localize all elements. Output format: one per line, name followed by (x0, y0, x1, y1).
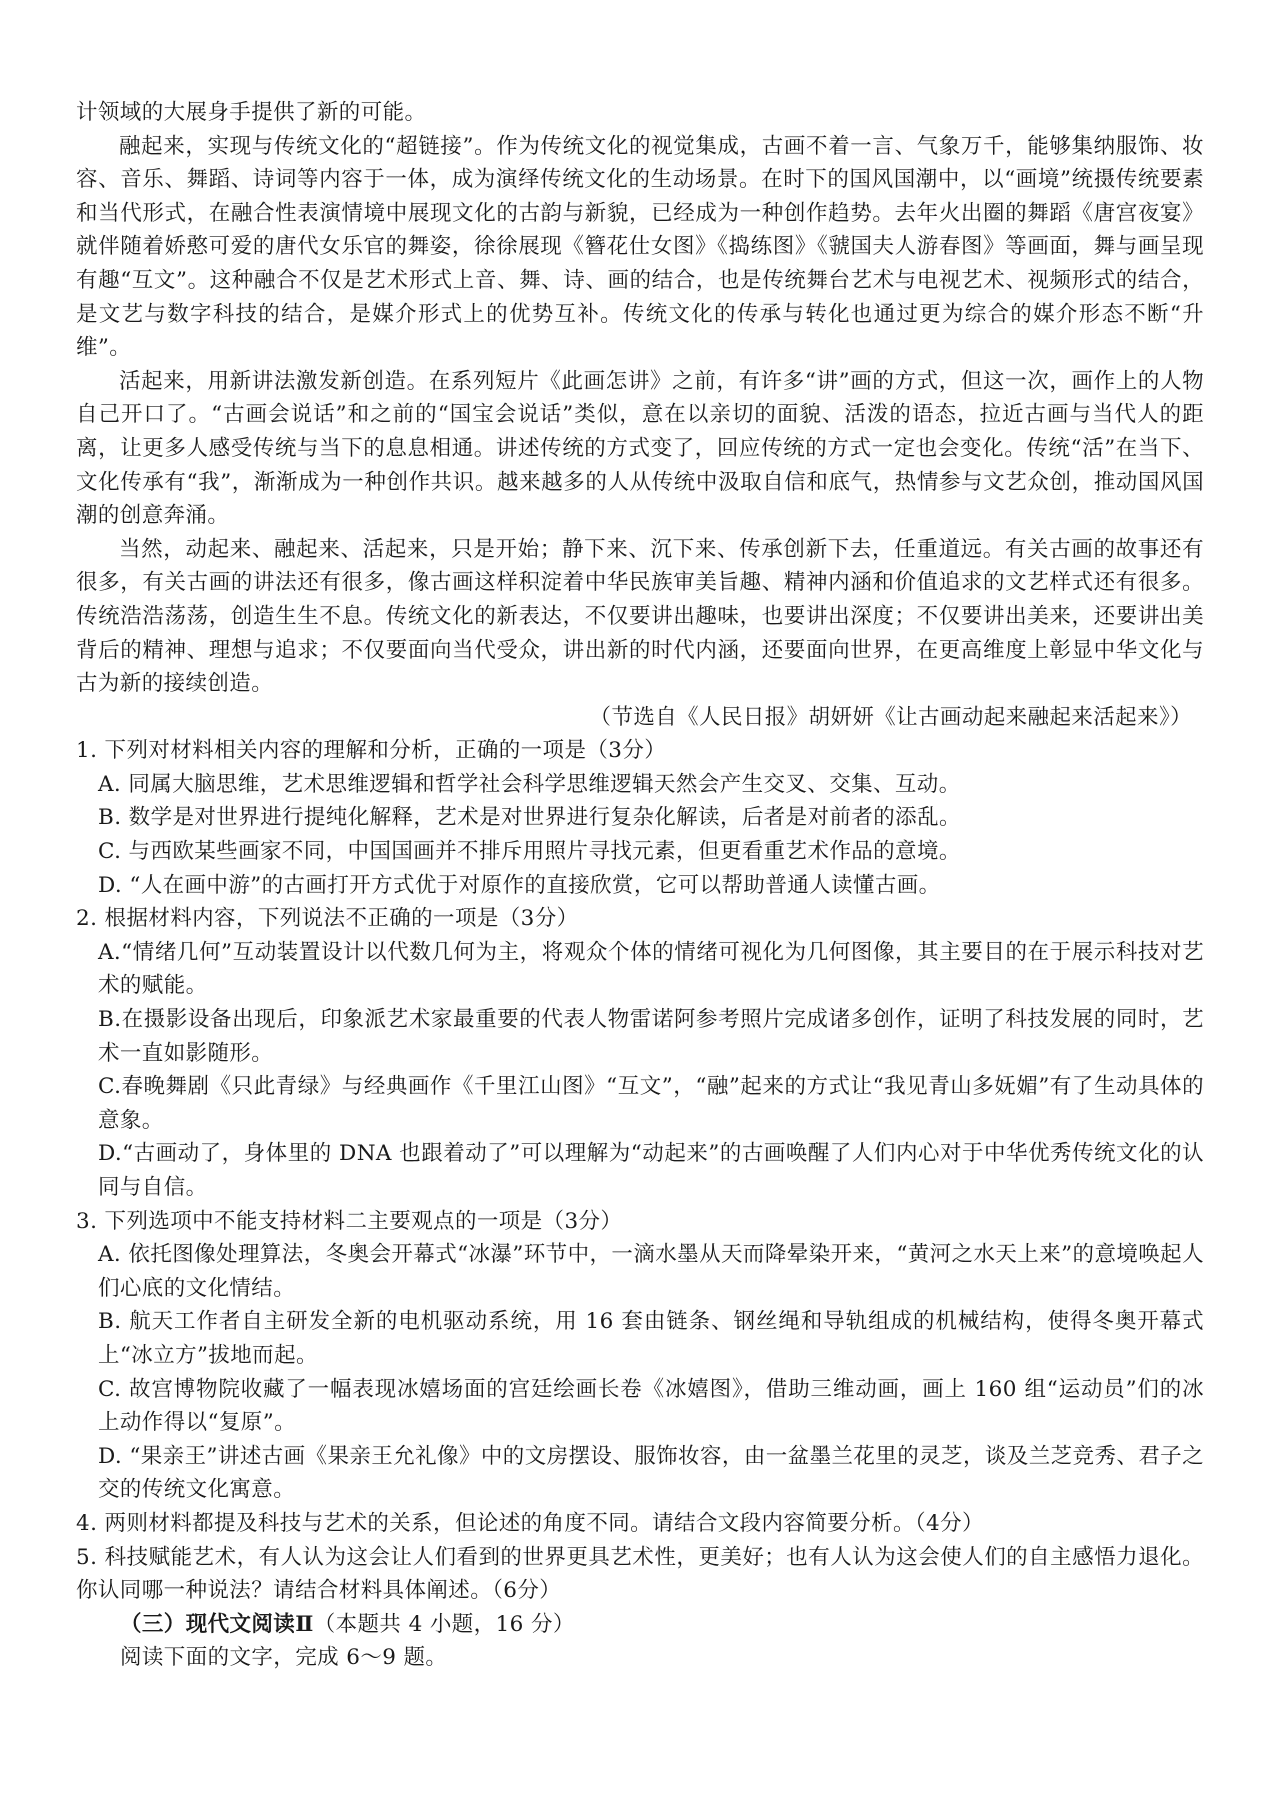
question-2-option-a: A.“情绪几何”互动装置设计以代数几何为主，将观众个体的情绪可视化为几何图像，其主要目的在于展示科技对艺术的赋能。 (98, 939, 1204, 999)
passage-paragraph-0: 计领域的大展身手提供了新的可能。 (76, 100, 427, 125)
question-3-stem: 3. 下列选项中不能支持材料二主要观点的一项是（3分） (76, 1208, 623, 1234)
question-1-option-d: D. “人在画中游”的古画打开方式优于对原作的直接欣赏，它可以帮助普通人读懂古画。 (98, 872, 941, 898)
question-2-option-d: D.“古画动了，身体里的 DNA 也跟着动了”可以理解为“动起来”的古画唤醒了人们内心对于中华优秀传统文化的认同与自信。 (98, 1141, 1204, 1200)
section-heading-title: （三）现代文阅读Ⅱ (120, 1611, 314, 1637)
question-1-stem: 1. 下列对材料相关内容的理解和分析，正确的一项是（3分） (76, 738, 667, 764)
passage-paragraph-1: 融起来，实现与传统文化的“超链接”。作为传统文化的视觉集成，古画不着一言、气象万千，能够集纳服饰、妆容、音乐、舞蹈、诗词等内容于一体，成为演绎传统文化的生动场景。在时下的国风国潮中，以“画境”统摄传统要素和当代形式，在融合性表演情境中展现文化的古韵与新貌，已经成为一种创作趋势。去年火出圈的舞蹈《唐宫夜宴》就伴随着娇憨可爱的唐代女乐官的舞姿，徐徐展现《簪花仕女图》《捣练图》《虢国夫人游春图》等画面，舞与画呈现有趣“互文”。这种融合不仅是艺术形式上音、舞、诗、画的结合，也是传统舞台艺术与电视艺术、视频形式的结合，是文艺与数字科技的结合，是媒介形式上的优势互补。传统文化的传承与转化也通过更为综合的媒介形态不断“升维”。 (76, 133, 1204, 361)
exam-page (76, 96, 1204, 1675)
question-2-option-b: B.在摄影设备出现后，印象派艺术家最重要的代表人物雷诺阿参考照片完成诸多创作，证明了科技发展的同时，艺术一直如影随形。 (98, 1007, 1204, 1066)
question-2-option-c: C.春晚舞剧《只此青绿》与经典画作《千里江山图》“互文”，“融”起来的方式让“我见青山多妩媚”有了生动具体的意象。 (98, 1074, 1204, 1133)
question-3-option-b: B. 航天工作者自主研发全新的电机驱动系统，用 16 套由链条、钢丝绳和导轨组成的机械结构，使得冬奥开幕式上“冰立方”拔地而起。 (98, 1309, 1204, 1368)
passage-paragraph-2: 活起来，用新讲法激发新创造。在系列短片《此画怎讲》之前，有许多“讲”画的方式，但这一次，画作上的人物自己开口了。“古画会说话”和之前的“国宝会说话”类似，意在以亲切的面貌、活泼的语态，拉近古画与当代人的距离，让更多人感受传统与当下的息息相通。讲述传统的方式变了，回应传统的方式一定也会变化。传统“活”在当下、文化传承有“我”，渐渐成为一种创作共识。越来越多的人从传统中汲取自信和底气，热情参与文艺众创，推动国风国潮的创意奔涌。 (76, 368, 1204, 529)
question-2-stem: 2. 根据材料内容，下列说法不正确的一项是（3分） (76, 906, 579, 932)
question-5: 5. 科技赋能艺术，有人认为这会让人们看到的世界更具艺术性，更美好；也有人认为这会使人们的自主感悟力退化。你认同哪一种说法？请结合材料具体阐述。（6分） (76, 1544, 1204, 1604)
section-instruction: 阅读下面的文字，完成 6～9 题。 (120, 1645, 448, 1671)
question-3-option-c: C. 故宫博物院收藏了一幅表现冰嬉场面的宫廷绘画长卷《冰嬉图》，借助三维动画，画上 160 组“运动员”们的冰上动作得以“复原”。 (98, 1376, 1204, 1436)
section-heading (76, 1608, 1204, 1642)
section-heading-detail: （本题共 4 小题，16 分） (313, 1611, 575, 1637)
passage-paragraph-3: 当然，动起来、融起来、活起来，只是开始；静下来、沉下来、传承创新下去，任重道远。有关古画的故事还有很多，有关古画的讲法还有很多，像古画这样积淀着中华民族审美旨趣、精神内涵和价值追求的文艺样式还有很多。传统浩浩荡荡，创造生生不息。传统文化的新表达，不仅要讲出趣味，也要讲出深度；不仅要讲出美来，还要讲出美背后的精神、理想与追求；不仅要面向当代受众，讲出新的时代内涵，还要面向世界，在更高维度上彰显中华文化与古为新的接续创造。 (76, 536, 1204, 697)
question-3-option-a: A. 依托图像处理算法，冬奥会开幕式“冰瀑”环节中，一滴水墨从天而降晕染开来，“黄河之水天上来”的意境唤起人们心底的文化情结。 (98, 1242, 1204, 1301)
passage-source: （节选自《人民日报》胡妍妍《让古画动起来融起来活起来》） (589, 704, 1192, 730)
question-1-option-c: C. 与西欧某些画家不同，中国国画并不排斥用照片寻找元素，但更看重艺术作品的意境。 (98, 839, 961, 865)
question-1-option-a: A. 同属大脑思维，艺术思维逻辑和哲学社会科学思维逻辑天然会产生交叉、交集、互动。 (98, 771, 961, 797)
question-4: 4. 两则材料都提及科技与艺术的关系，但论述的角度不同。请结合文段内容简要分析。（4分） (76, 1510, 984, 1536)
question-1-option-b: B. 数学是对世界进行提纯化解释，艺术是对世界进行复杂化解读，后者是对前者的添乱。 (98, 805, 961, 831)
question-3-option-d: D. “果亲王”讲述古画《果亲王允礼像》中的文房摆设、服饰妆容，由一盆墨兰花里的灵芝，谈及兰芝竞秀、君子之交的传统文化寓意。 (98, 1443, 1204, 1503)
